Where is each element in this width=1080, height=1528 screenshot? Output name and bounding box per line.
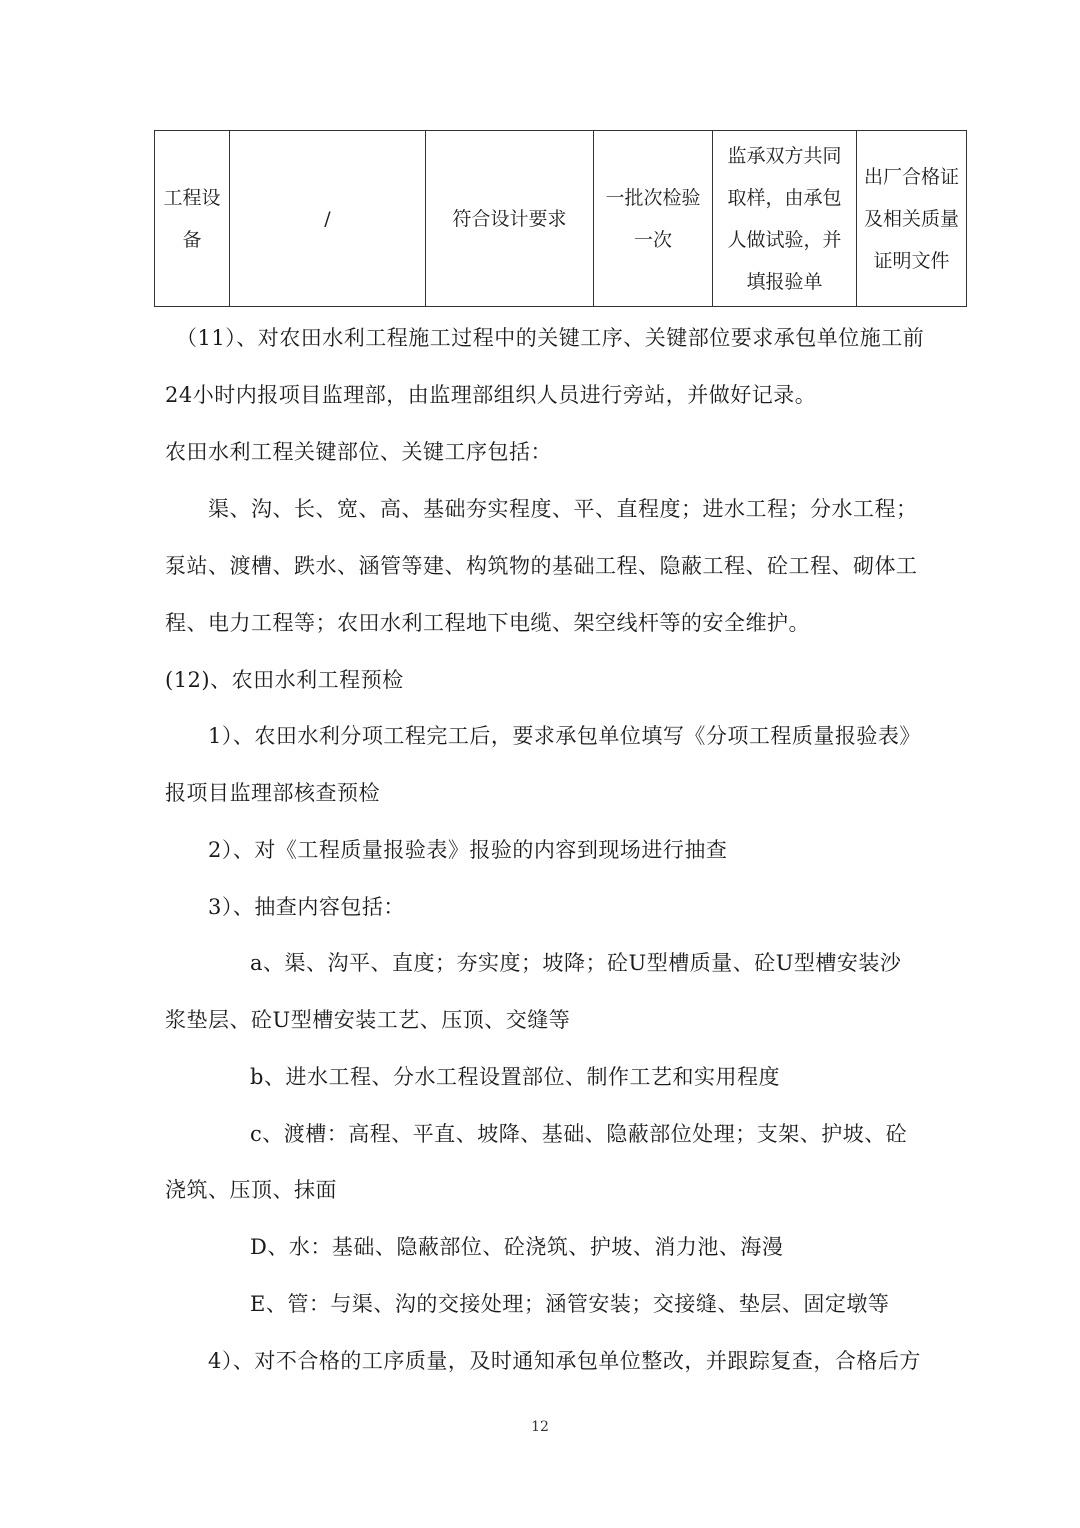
paragraph-line: 浇筑、压顶、抹面 xyxy=(165,1178,337,1202)
paragraph-line: b、进水工程、分水工程设置部位、制作工艺和实用程度 xyxy=(250,1065,780,1089)
cell-frequency: 一批次检验一次 xyxy=(594,131,713,307)
cell-item: 工程设备 xyxy=(155,131,230,307)
cell-documents: 出厂合格证及相关质量证明文件 xyxy=(857,131,967,307)
page-number: 12 xyxy=(531,1419,549,1435)
paragraph-line: 农田水利工程关键部位、关键工序包括： xyxy=(165,440,552,464)
paragraph-line: 3）、抽查内容包括： xyxy=(208,895,405,919)
paragraph-line: a、渠、沟平、直度；夯实度；坡降；砼U型槽质量、砼U型槽安装沙 xyxy=(250,951,902,975)
paragraph-line: 4）、对不合格的工序质量，及时通知承包单位整改，并跟踪复查，合格后方 xyxy=(208,1349,921,1373)
paragraph-line: 1）、农田水利分项工程完工后，要求承包单位填写《分项工程质量报验表》 xyxy=(208,724,921,748)
paragraph-line: 泵站、渡槽、跌水、涵管等建、构筑物的基础工程、隐蔽工程、砼工程、砌体工 xyxy=(165,554,918,578)
table-row xyxy=(155,131,967,307)
paragraph-line: c、渡槽：高程、平直、坡降、基础、隐蔽部位处理；支架、护坡、砼 xyxy=(250,1122,908,1146)
paragraph-line: 24小时内报项目监理部，由监理部组织人员进行旁站，并做好记录。 xyxy=(165,383,817,407)
paragraph-line: （11）、对农田水利工程施工过程中的关键工序、关键部位要求承包单位施工前 xyxy=(176,326,925,350)
paragraph-line: 程、电力工程等；农田水利工程地下电缆、架空线杆等的安全维护。 xyxy=(165,611,810,635)
paragraph-line: 2）、对《工程质量报验表》报验的内容到现场进行抽查 xyxy=(208,838,728,862)
section-heading: (12)、农田水利工程预检 xyxy=(165,668,404,692)
inspection-table xyxy=(154,130,967,307)
cell-requirement: 符合设计要求 xyxy=(426,131,594,307)
paragraph-line: D、水：基础、隐蔽部位、砼浇筑、护坡、消力池、海漫 xyxy=(250,1235,784,1259)
paragraph-line: E、管：与渠、沟的交接处理；涵管安装；交接缝、垫层、固定墩等 xyxy=(250,1292,890,1316)
paragraph-line: 渠、沟、长、宽、高、基础夯实程度、平、直程度；进水工程；分水工程； xyxy=(208,497,918,521)
paragraph-line: 报项目监理部核查预检 xyxy=(165,781,380,805)
cell-method: 监承双方共同取样，由承包人做试验，并填报验单 xyxy=(713,131,857,307)
paragraph-line: 浆垫层、砼U型槽安装工艺、压顶、交缝等 xyxy=(165,1008,571,1032)
cell-slash: / xyxy=(230,131,426,307)
